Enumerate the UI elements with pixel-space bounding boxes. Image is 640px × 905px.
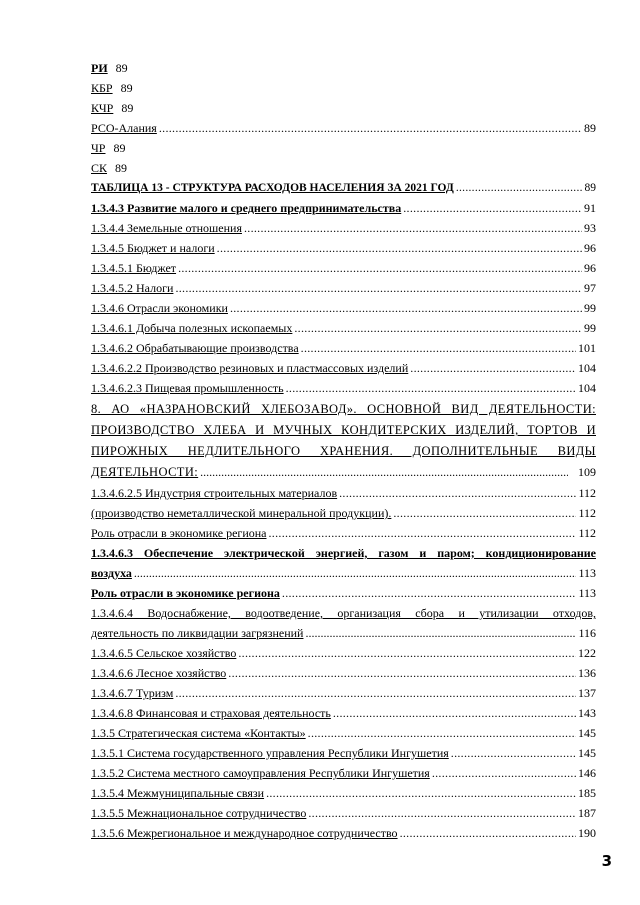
toc-entry-label-line: 1.3.4.6.3 Обеспечение электрической энергией, газом и паром; кондиционирование (91, 546, 596, 560)
toc-leader-dots (178, 258, 582, 278)
toc-entry-page: 136 (578, 666, 596, 680)
toc-entry-section-8[interactable] (91, 399, 596, 483)
toc-leader-dots (217, 238, 582, 258)
toc-entry-label: 1.3.4.6.2.5 Индустрия строительных материалов (91, 486, 338, 500)
toc-entry[interactable] (91, 338, 596, 358)
toc-leader-dots (159, 118, 582, 138)
toc-entry-label: ЧР (91, 141, 106, 155)
toc-entry-label: КБР (91, 81, 113, 95)
toc-entry-page: 104 (578, 381, 596, 395)
toc-entry-label: 1.3.5.1 Система государственного управления Республики Ингушетия (91, 746, 449, 760)
toc-entry-label: 1.3.4.5.1 Бюджет (91, 261, 177, 275)
toc-entry[interactable] (91, 583, 596, 603)
toc-entry-page: 99 (584, 301, 596, 315)
toc-entry[interactable] (91, 703, 596, 723)
toc-entry[interactable] (91, 683, 596, 703)
toc-entry-page: 96 (584, 261, 596, 275)
toc-leader-dots (294, 318, 582, 338)
toc-leader-dots (432, 763, 576, 783)
toc-leader-dots (230, 298, 582, 318)
toc-leader-dots (175, 683, 576, 703)
toc-leader-dots (339, 483, 576, 503)
toc-entry-label: 1.3.4.5 Бюджет и налоги (91, 241, 215, 255)
toc-entry-label: 1.3.4.3 Развитие малого и среднего предпринимательства (91, 201, 402, 215)
toc-entry[interactable] (91, 763, 596, 783)
page-number: 3 (601, 852, 612, 870)
toc-entry-page: 113 (578, 566, 596, 580)
toc-entry-page: 122 (578, 646, 596, 660)
toc-leader-dots (175, 278, 582, 298)
toc-leader-dots (333, 703, 576, 723)
toc-entry-page: 137 (578, 686, 596, 700)
toc-entry[interactable] (91, 158, 596, 178)
toc-leader-dots (238, 643, 576, 663)
toc-entry-label: 1.3.4.6 Отрасли экономики (91, 301, 228, 315)
toc-entry-page: 113 (578, 586, 596, 600)
toc-entry-label: КЧР (91, 101, 114, 115)
toc-entry-label: РИ (91, 61, 108, 75)
toc-entry-page: 89 (115, 161, 128, 175)
toc-entry[interactable] (91, 523, 596, 543)
toc-leader-dots (308, 803, 576, 823)
toc-entry-page: 89 (584, 182, 596, 194)
toc-entry-page: 101 (578, 341, 596, 355)
toc-entry-label: 1.3.5.2 Система местного самоуправления Республики Ингушетия (91, 766, 430, 780)
toc-entry-page: 143 (578, 706, 596, 720)
toc-entry-page: 89 (115, 61, 128, 75)
toc-leader-dots (282, 583, 577, 603)
toc-entry-page: 93 (584, 221, 596, 235)
toc-entry-water[interactable] (91, 603, 596, 643)
toc-entry-page: 116 (578, 626, 596, 640)
toc-entry-label-line: ДЕЯТЕЛЬНОСТИ: (91, 465, 199, 479)
toc-entry-page: 112 (578, 506, 596, 520)
toc-entry-label: 1.3.5.4 Межмуниципальные связи (91, 786, 265, 800)
toc-leader-dots (305, 623, 576, 643)
toc-entry[interactable] (91, 58, 596, 78)
toc-entry[interactable] (91, 278, 596, 298)
toc-entry-page: 185 (578, 786, 596, 800)
toc-entry-page: 146 (578, 766, 596, 780)
toc-entry-label: 1.3.4.4 Земельные отношения (91, 221, 242, 235)
toc-leader-dots (400, 823, 576, 843)
toc-entry-label: 1.3.4.5.2 Налоги (91, 281, 174, 295)
toc-leader-dots (456, 178, 583, 198)
toc-entry-page: 97 (584, 281, 596, 295)
toc-entry-page: 89 (584, 121, 596, 135)
toc-leader-dots (266, 783, 576, 803)
toc-entry-label: РСО-Алания (91, 121, 157, 135)
toc-entry-page: 145 (578, 746, 596, 760)
toc-entry-label-line: воздуха (91, 566, 132, 580)
toc-entry-page: 96 (584, 241, 596, 255)
toc-entry[interactable] (91, 643, 596, 663)
toc-entry-label-line: 1.3.4.6.4 Водоснабжение, водоотведение, организация сбора и утилизации отходов, (91, 606, 596, 620)
toc-entry-label: 1.3.5 Стратегическая система «Контакты» (91, 726, 306, 740)
toc-entry-label: 1.3.4.6.2.3 Пищевая промышленность (91, 381, 284, 395)
toc-entry-label-line: деятельность по ликвидации загрязнений (91, 626, 304, 640)
toc-entry[interactable] (91, 358, 596, 378)
toc-entry[interactable] (91, 483, 596, 503)
toc-entry-label: Роль отрасли в экономике региона (91, 586, 280, 600)
toc-entry[interactable] (91, 298, 596, 318)
toc-entry[interactable] (91, 723, 596, 743)
toc-leader-dots (410, 358, 576, 378)
toc-entry-label: 1.3.4.6.8 Финансовая и страховая деятельность (91, 706, 331, 720)
toc-entry-label: 1.3.4.6.2 Обрабатывающие производства (91, 341, 299, 355)
toc-entry-label: Роль отрасли в экономике региона (91, 526, 267, 540)
toc-entry-page: 187 (578, 806, 596, 820)
toc-entry-page: 104 (578, 361, 596, 375)
toc-entry-page: 89 (120, 81, 133, 95)
toc-entry[interactable] (91, 238, 596, 258)
toc-entry-label: 1.3.4.6.5 Сельское хозяйство (91, 646, 237, 660)
toc-entry-page: 112 (578, 486, 596, 500)
toc-entry[interactable] (91, 503, 596, 523)
toc-entry-page: 89 (121, 101, 134, 115)
toc-entry-label: 1.3.4.6.7 Туризм (91, 686, 174, 700)
toc-entry-page: 91 (584, 201, 596, 215)
toc-entry-label: 1.3.4.6.6 Лесное хозяйство (91, 666, 227, 680)
toc-entry[interactable] (91, 743, 596, 763)
toc-entry[interactable] (91, 803, 596, 823)
toc-entry-label: 1.3.5.5 Межнациональное сотрудничество (91, 806, 307, 820)
toc-leader-dots (403, 198, 582, 218)
toc-entry-label-line: 8. АО «НАЗРАНОВСКИЙ ХЛЕБОЗАВОД». ОСНОВНОЙ ВИД ДЕЯТЕЛЬНОСТИ: (91, 402, 596, 416)
toc-entry[interactable] (91, 118, 596, 138)
toc-leader-dots (228, 663, 576, 683)
toc-leader-dots (308, 723, 576, 743)
toc-entry-label: 1.3.4.6.2.2 Производство резиновых и пластмассовых изделий (91, 361, 409, 375)
toc-entry-label: 1.3.5.6 Межрегиональное и международное сотрудничество (91, 826, 398, 840)
toc-entry[interactable] (91, 138, 596, 158)
toc-entry-label-line: ПРОИЗВОДСТВО ХЛЕБА И МУЧНЫХ КОНДИТЕРСКИХ ИЗДЕЛИЙ, ТОРТОВ И (91, 423, 596, 437)
toc-entry[interactable] (91, 78, 596, 98)
table-of-contents (91, 58, 596, 843)
toc-entry-energy[interactable] (91, 543, 596, 583)
toc-leader-dots (200, 462, 568, 483)
toc-entry[interactable] (91, 318, 596, 338)
toc-entry-label: 1.3.4.6.1 Добыча полезных ископаемых (91, 321, 293, 335)
toc-entry[interactable] (91, 178, 596, 198)
toc-entry-page: 99 (584, 321, 596, 335)
toc-entry-page: 109 (578, 465, 596, 479)
toc-entry[interactable] (91, 823, 596, 843)
toc-entry-label: СК (91, 161, 108, 175)
toc-leader-dots (244, 218, 582, 238)
toc-entry[interactable] (91, 98, 596, 118)
toc-leader-dots (269, 523, 577, 543)
toc-entry-label-line: ПИРОЖНЫХ НЕДЛИТЕЛЬНОГО ХРАНЕНИЯ. ДОПОЛНИТЕЛЬНЫЕ ВИДЫ (91, 444, 596, 458)
toc-entry[interactable] (91, 218, 596, 238)
toc-entry-page: 145 (578, 726, 596, 740)
toc-entry-label: (производство неметаллической минеральной продукции). (91, 506, 392, 520)
toc-leader-dots (301, 338, 576, 358)
toc-entry[interactable] (91, 783, 596, 803)
toc-entry-page: 112 (578, 526, 596, 540)
toc-entry-label: ТАБЛИЦА 13 - СТРУКТУРА РАСХОДОВ НАСЕЛЕНИЯ ЗА 2021 ГОД (91, 182, 454, 194)
toc-leader-dots (393, 503, 576, 523)
toc-entry[interactable] (91, 258, 596, 278)
toc-leader-dots (286, 378, 576, 398)
toc-leader-dots (451, 743, 576, 763)
toc-entry[interactable] (91, 198, 596, 218)
toc-entry[interactable] (91, 663, 596, 683)
toc-entry[interactable] (91, 378, 596, 398)
toc-leader-dots (134, 563, 577, 583)
toc-entry-page: 89 (113, 141, 126, 155)
toc-entry-page: 190 (578, 826, 596, 840)
